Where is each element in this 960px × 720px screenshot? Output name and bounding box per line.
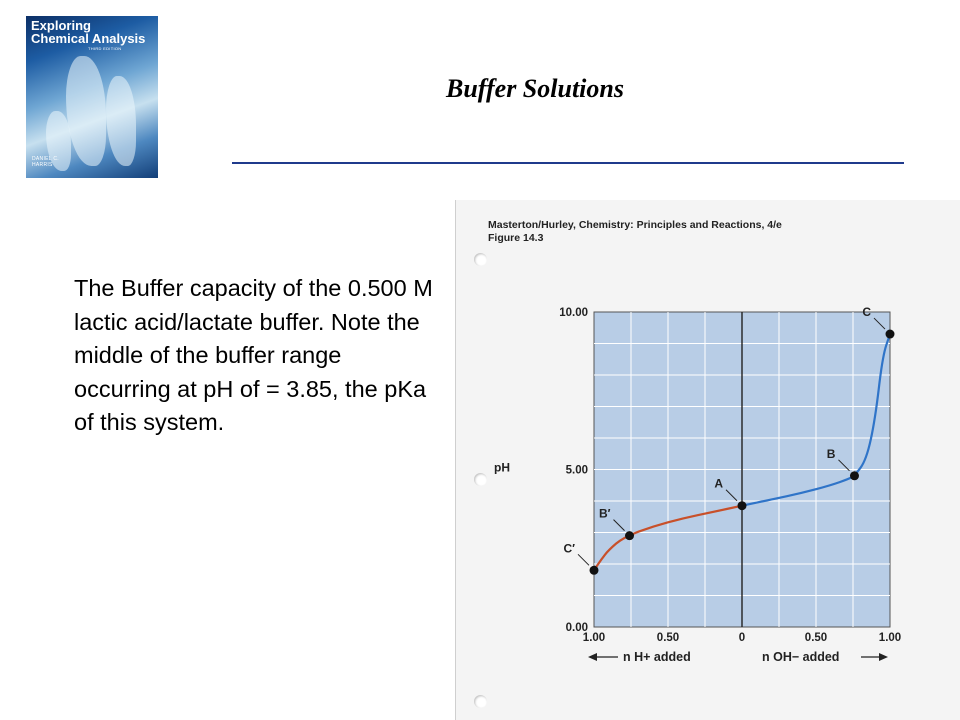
point-label: A bbox=[714, 476, 723, 491]
y-tick-label: 5.00 bbox=[565, 464, 588, 477]
left-arrow-head bbox=[588, 653, 597, 661]
point-label: B′ bbox=[598, 506, 611, 521]
point-label: B bbox=[826, 446, 836, 461]
point-label: C bbox=[862, 305, 871, 320]
title-divider bbox=[232, 162, 904, 164]
book-cover-edition: THIRD EDITION bbox=[88, 46, 122, 51]
data-point-marker bbox=[590, 566, 599, 575]
data-point-marker bbox=[850, 471, 859, 480]
slide-body-text: The Buffer capacity of the 0.500 M lactic acid/lactate buffer. Note the middle of the buffer range occurring at pH of = 3.85, the pKa of this system. bbox=[74, 275, 433, 435]
book-cover-image bbox=[26, 16, 158, 178]
data-point-marker bbox=[738, 501, 747, 510]
x-tick-label: 0.50 bbox=[804, 632, 828, 644]
figure-number: Figure 14.3 bbox=[488, 232, 544, 244]
y-axis-label: pH bbox=[494, 460, 510, 475]
figure-source-line: Masterton/Hurley, Chemistry: Principles and Reactions, 4/e bbox=[488, 219, 782, 231]
x-tick-label: 1.00 bbox=[582, 632, 606, 644]
figure-page bbox=[455, 200, 960, 720]
x-tick-label: 0.50 bbox=[656, 632, 680, 644]
y-tick-label: 10.00 bbox=[559, 307, 588, 319]
slide-title: Buffer Solutions bbox=[446, 74, 624, 103]
y-tick-label: 0.00 bbox=[565, 622, 588, 634]
point-pointer-line bbox=[578, 554, 589, 565]
point-label: C′ bbox=[563, 541, 575, 556]
x-axis-left-label: n H+ added bbox=[623, 650, 691, 664]
book-cover-title: Exploring Chemical Analysis bbox=[31, 18, 146, 46]
data-point-marker bbox=[886, 330, 895, 339]
data-point-marker bbox=[625, 531, 634, 540]
x-tick-label: 1.00 bbox=[878, 632, 902, 644]
right-arrow-head bbox=[879, 653, 888, 661]
x-axis-right-label: n OH− added bbox=[762, 650, 840, 664]
x-tick-label: 0 bbox=[738, 632, 746, 644]
titration-chart bbox=[456, 200, 960, 720]
book-cover-author: DANIEL C. HARRIS bbox=[32, 156, 59, 168]
